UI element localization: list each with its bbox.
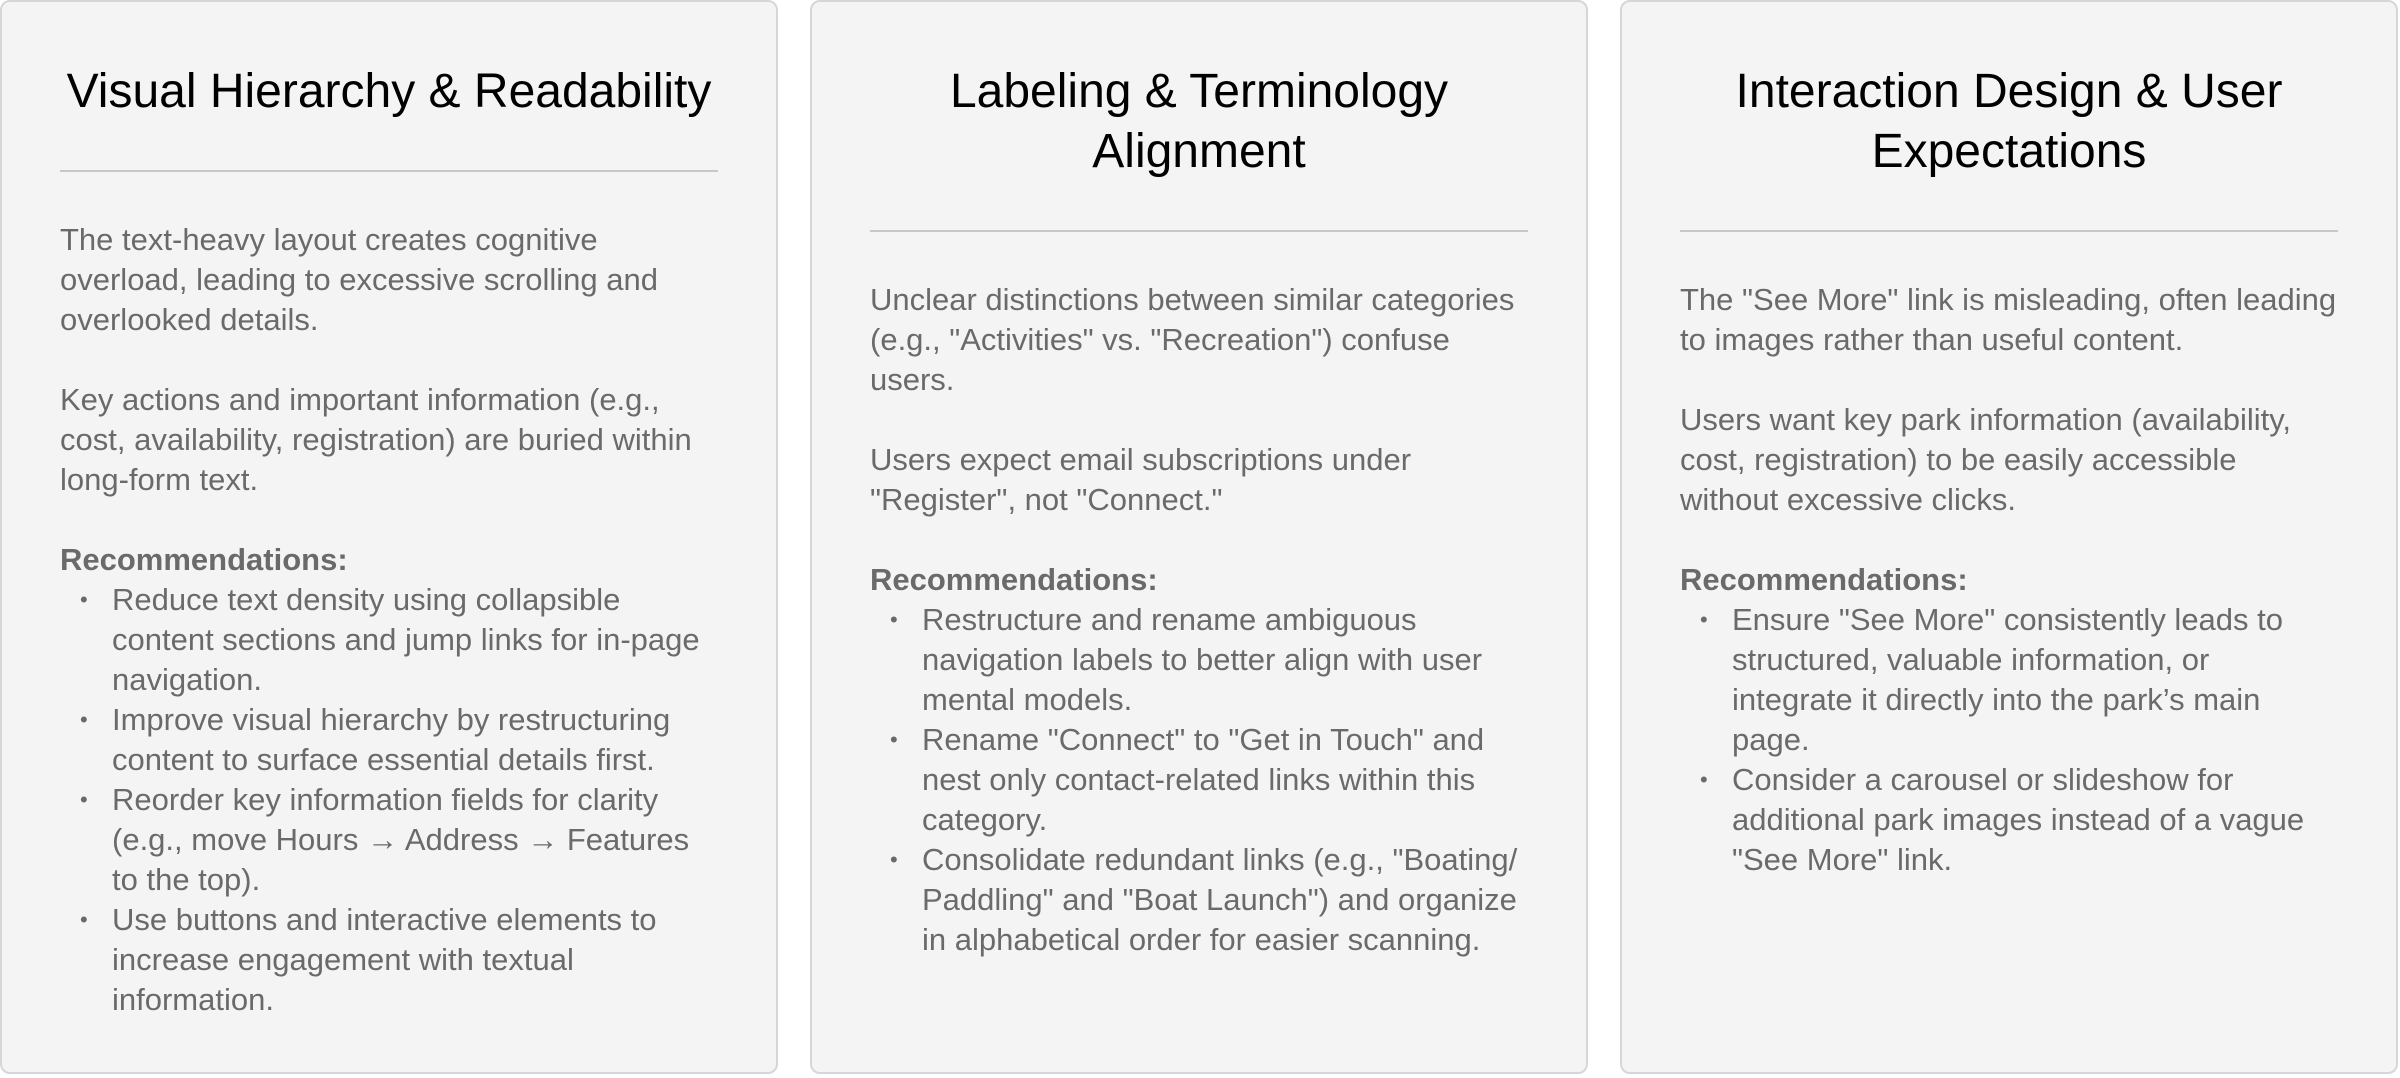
card-divider — [1680, 230, 2338, 232]
card-visual-hierarchy — [0, 0, 778, 1074]
bullet-icon: • — [80, 787, 88, 812]
recommendation-item — [60, 900, 718, 1020]
recommendations-heading: Recommendations: — [870, 562, 1158, 597]
recommendations-heading: Recommendations: — [1680, 562, 1968, 597]
finding-paragraph: Users expect email subscriptions under "Register", not "Connect." — [870, 442, 1412, 517]
recommendation-text: Use buttons and interactive elements to increase engagement with textual information. — [112, 902, 657, 1017]
card-labeling-terminology — [810, 0, 1588, 1074]
recommendation-item — [60, 700, 718, 780]
bullet-icon: • — [80, 907, 88, 932]
recommendations-heading: Recommendations: — [60, 542, 348, 577]
recommendation-text: Restructure and rename ambiguous navigation labels to better align with user mental models. — [922, 602, 1483, 717]
bullet-icon: • — [890, 847, 898, 872]
recommendation-text: Consolidate redundant links (e.g., "Boating/ Paddling" and "Boat Launch") and organize in alphabetical order for easier scanning. — [922, 842, 1518, 957]
recommendation-text: Ensure "See More" consistently leads to structured, valuable information, or integrate it directly into the park’s main page. — [1732, 602, 2284, 757]
recommendation-text: Improve visual hierarchy by restructuring content to surface essential details first. — [112, 702, 671, 777]
card-divider — [60, 170, 718, 172]
bullet-icon: • — [80, 707, 88, 732]
recommendation-item — [870, 840, 1528, 960]
bullet-icon: • — [890, 607, 898, 632]
recommendation-item — [1680, 760, 2338, 880]
finding-paragraph: Unclear distinctions between similar categories (e.g., "Activities" vs. "Recreation") confuse users. — [870, 282, 1515, 397]
recommendation-item — [870, 600, 1528, 720]
recommendation-item — [60, 580, 718, 700]
finding-paragraph: The "See More" link is misleading, often leading to images rather than useful content. — [1680, 282, 2337, 357]
bullet-icon: • — [80, 587, 88, 612]
card-title: Visual Hierarchy & Readability — [66, 65, 712, 118]
recommendation-text: Rename "Connect" to "Get in Touch" and nest only contact-related links within this category. — [922, 722, 1485, 837]
card-title: Interaction Design & User Expectations — [1735, 65, 2283, 178]
card-title: Labeling & Terminology Alignment — [949, 65, 1449, 178]
recommendations-list — [1680, 600, 2338, 880]
recommendation-text: Reorder key information fields for clarity (e.g., move Hours → Address → Features to the top). — [112, 782, 690, 897]
finding-paragraph: Key actions and important information (e.g., cost, availability, registration) are buried within long-form text. — [60, 382, 692, 497]
recommendation-item — [60, 780, 718, 900]
finding-paragraph: The text-heavy layout creates cognitive overload, leading to excessive scrolling and overlooked details. — [60, 222, 658, 337]
bullet-icon: • — [1700, 767, 1708, 792]
recommendation-text: Reduce text density using collapsible content sections and jump links for in-page navigation. — [112, 582, 700, 697]
recommendation-text: Consider a carousel or slideshow for additional park images instead of a vague "See More" link. — [1732, 762, 2305, 877]
recommendation-item — [870, 720, 1528, 840]
recommendations-list — [60, 580, 718, 1020]
card-interaction-design — [1620, 0, 2398, 1074]
recommendations-list — [870, 600, 1528, 960]
bullet-icon: • — [1700, 607, 1708, 632]
card-divider — [870, 230, 1528, 232]
recommendation-item — [1680, 600, 2338, 760]
bullet-icon: • — [890, 727, 898, 752]
finding-paragraph: Users want key park information (availability, cost, registration) to be easily accessible without excessive clicks. — [1680, 402, 2292, 517]
